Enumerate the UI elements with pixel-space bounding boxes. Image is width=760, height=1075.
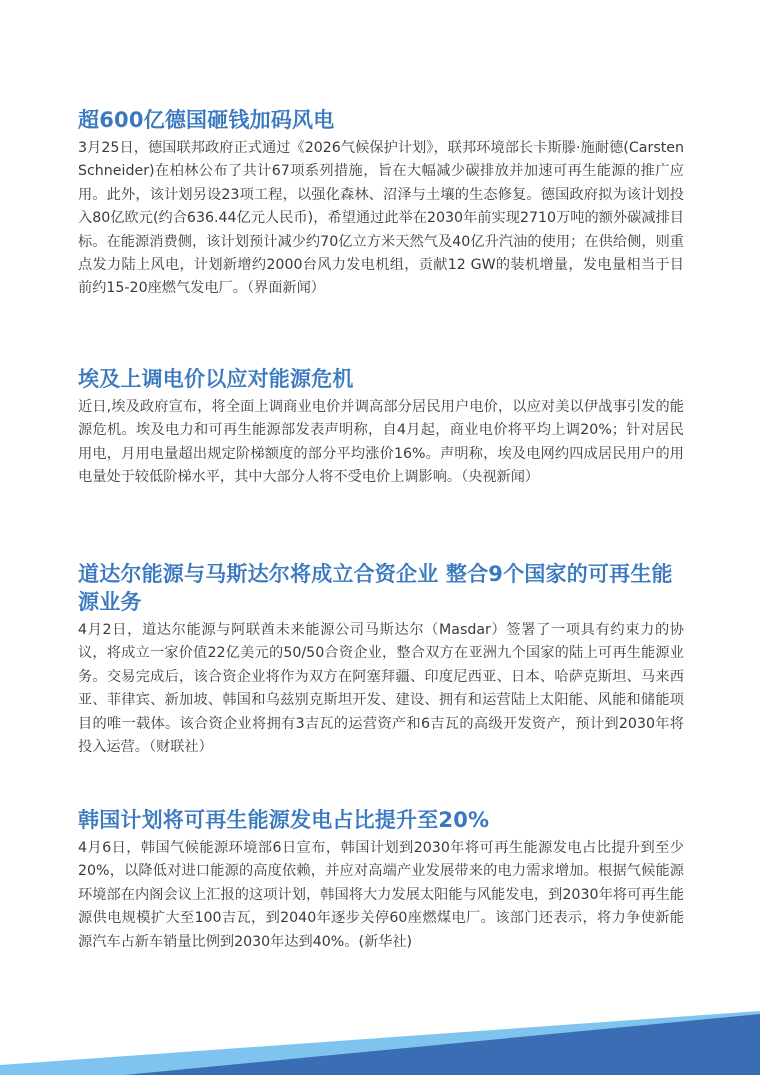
article-korea-renewables xyxy=(78,806,684,954)
article-germany-wind xyxy=(78,106,684,301)
article-headline: 韩国计划将可再生能源发电占比提升至20% xyxy=(78,808,490,832)
article-body: 4月6日，韩国气候能源环境部6日宣布，韩国计划到2030年将可再生能源发电占比提升到至少20%，以降低对进口能源的高度依赖，并应对高端产业发展带来的电力需求增加。根据气候能源环境部在内阁会议上汇报的这项计划，韩国将大力发展太阳能与风能发电，到2030年将可再生能源供电规模扩大至100吉瓦，到2040年逐步关停60座燃煤电厂。该部门还表示，将力争使新能源汽车占新车销量比例到2030年达到40%。(新华社) xyxy=(78,840,684,950)
article-body: 4月2日，道达尔能源与阿联酋未来能源公司马斯达尔（Masdar）签署了一项具有约束力的协议，将成立一家价值22亿美元的50/50合资企业，整合双方在亚洲九个国家的陆上可再生能源业务。交易完成后，该合资企业将作为双方在阿塞拜疆、印度尼西亚、日本、哈萨克斯坦、马来西亚、菲律宾、新加坡、韩国和乌兹别克斯坦开发、建设、拥有和运营陆上太阳能、风能和储能项目的唯一载体。该合资企业将拥有3吉瓦的运营资产和6吉瓦的高级开发资产，预计到2030年将投入运营。（财联社） xyxy=(78,622,684,756)
article-body: 3月25日，德国联邦政府正式通过《2026气候保护计划》，联邦环境部长卡斯滕·施耐德(Carsten Schneider)在柏林公布了共计67项系列措施，旨在大幅减少碳排放并加速可再生能源的推广应用。此外，该计划另设23项工程，以强化森林、沼泽与土壤的生态修复。德国政府拟为该计划投入80亿欧元(约合636.44亿元人民币)，希望通过此举在2030年前实现2710万吨的额外碳减排目标。在能源消费侧，该计划预计减少约70亿立方米天然气及40亿升汽油的使用；在供给侧，则重点发力陆上风电，计划新增约2000台风力发电机组，贡献12 GW的装机增量，发电量相当于目前约15-20座燃气发电厂。（界面新闻） xyxy=(78,140,684,297)
article-headline: 超600亿德国砸钱加码风电 xyxy=(78,108,335,132)
article-total-masdar xyxy=(78,560,684,759)
article-headline: 道达尔能源与马斯达尔将成立合资企业 整合9个国家的可再生能源业务 xyxy=(78,562,673,614)
article-headline: 埃及上调电价以应对能源危机 xyxy=(78,367,354,391)
footer-wave-decoration xyxy=(0,995,760,1075)
article-body: 近日,埃及政府宣布，将全面上调商业电价并调高部分居民用户电价，以应对美以伊战事引发的能源危机。埃及电力和可再生能源部发表声明称，自4月起，商业电价将平均上调20%；针对居民用电，月用电量超出规定阶梯额度的部分平均涨价16%。声明称，埃及电网约四成居民用户的用电量处于较低阶梯水平，其中大部分人将不受电价上调影响。（央视新闻） xyxy=(78,399,684,486)
article-egypt-electricity xyxy=(78,365,684,490)
